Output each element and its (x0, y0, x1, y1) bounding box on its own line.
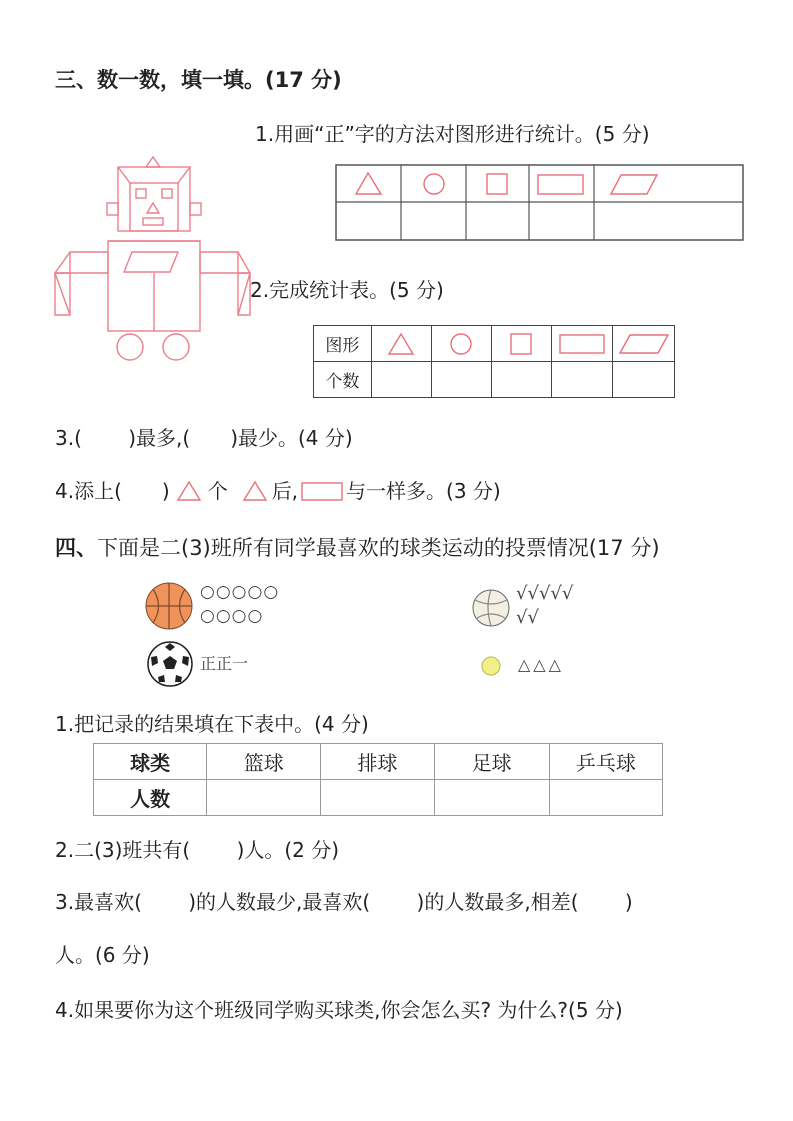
section3-q4 (55, 477, 501, 505)
answer-cell[interactable] (431, 362, 491, 398)
section3-q1: 1.用画“正”字的方法对图形进行统计。(5 分) (255, 122, 650, 146)
q4-text-4: 与一样多。(3 分) (346, 479, 501, 503)
answer-cell[interactable] (613, 362, 675, 398)
section3-q3: 3.( )最多,( )最少。(4 分) (55, 426, 353, 450)
triangle-icon (356, 173, 381, 194)
answer-cell[interactable] (321, 780, 434, 816)
parallelogram-icon (618, 332, 670, 356)
shape-count-table (313, 325, 675, 398)
ball-vote-table (93, 743, 663, 816)
column-basketball: 篮球 (207, 744, 321, 780)
rectangle-icon (538, 175, 583, 194)
square-icon (487, 174, 507, 194)
triangle-icon (176, 480, 202, 502)
circle-icon (448, 331, 474, 357)
football-icon (146, 640, 194, 688)
triangle-icon (386, 332, 416, 356)
triangle-icon (242, 480, 268, 502)
section4-q2: 2.二(3)班共有( )人。(2 分) (55, 838, 340, 862)
answer-cell[interactable] (549, 780, 662, 816)
table-label-people: 人数 (94, 780, 207, 816)
answer-cell[interactable] (434, 780, 549, 816)
section4-q1: 1.把记录的结果填在下表中。(4 分) (55, 712, 369, 736)
table-label-ball: 球类 (94, 744, 207, 780)
q4-text-1: 4.添上( ) (55, 479, 170, 503)
q4-text-3: 后, (271, 479, 299, 503)
parallelogram-icon (611, 175, 657, 194)
section4-q3-line2: 人。(6 分) (55, 943, 150, 967)
pingpong-ball-icon (480, 655, 502, 677)
column-pingpong: 乒乓球 (549, 744, 662, 780)
section4-q3-line1: 3.最喜欢( )的人数最少,最喜欢( )的人数最多,相差( ) (55, 890, 633, 914)
section4-heading-text: 下面是二(3)班所有同学最喜欢的球类运动的投票情况(17 分) (97, 536, 660, 560)
q4-text-2: 个 (207, 479, 228, 503)
answer-cell[interactable] (491, 362, 551, 398)
robot-figure (50, 155, 260, 365)
section3-heading: 三、数一数，填一填。(17 分) (55, 68, 342, 92)
section4-heading (55, 534, 660, 562)
volleyball-tally-row1: √√√√√ (516, 583, 574, 604)
section4-heading-prefix: 四、 (55, 536, 97, 560)
section3-q2: 2.完成统计表。(5 分) (250, 278, 444, 302)
circle-icon (424, 174, 444, 194)
volleyball-icon (471, 588, 511, 628)
basketball-icon (144, 581, 194, 631)
column-football: 足球 (434, 744, 549, 780)
answer-cell[interactable] (551, 362, 613, 398)
basketball-tally (200, 580, 279, 628)
basketball-tally-row2: ○○○○ (200, 606, 264, 626)
basketball-tally-row1: ○○○○○ (200, 582, 280, 602)
section4-q4: 4.如果要你为这个班级同学购买球类,你会怎么买? 为什么?(5 分) (55, 998, 623, 1022)
tally-table (335, 164, 744, 242)
volleyball-tally-row2: √√ (516, 607, 539, 628)
football-tally: 正正一 (200, 654, 249, 673)
column-volleyball: 排球 (321, 744, 434, 780)
pingpong-tally: △△△ (518, 655, 564, 674)
table-label-count: 个数 (314, 362, 372, 398)
volleyball-tally (516, 582, 573, 630)
answer-cell[interactable] (371, 362, 431, 398)
answer-cell[interactable] (207, 780, 321, 816)
table-label-shape: 图形 (314, 326, 372, 362)
rectangle-icon (300, 480, 344, 502)
rectangle-icon (558, 332, 606, 356)
square-icon (509, 332, 533, 356)
